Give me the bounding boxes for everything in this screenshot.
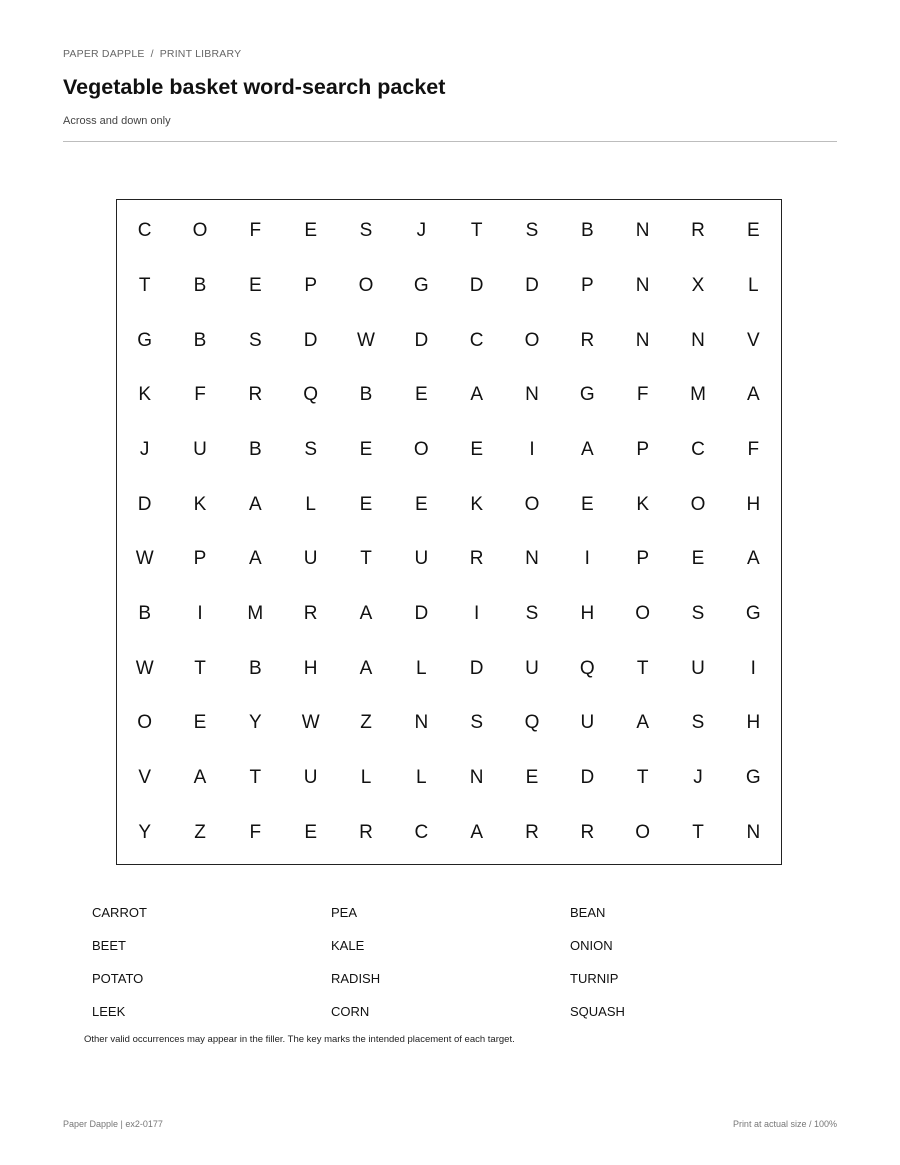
word-list-item: BEAN [570,904,606,920]
grid-cell: H [303,657,318,679]
grid-cell: I [750,657,756,679]
grid-cell: W [301,712,320,734]
grid-cell: O [358,274,374,296]
grid-cell: Q [524,712,540,734]
grid-cell: F [194,384,206,406]
grid-cell: L [360,766,372,788]
grid-cell: U [303,548,318,570]
grid-cell: A [636,712,649,734]
grid-cell: D [414,329,429,351]
grid-cell: O [690,493,706,515]
grid-cell: L [416,657,427,679]
grid-cell: E [746,220,760,242]
grid-cell: E [580,493,594,515]
grid-cell: W [135,548,154,570]
grid-cell: B [580,220,594,242]
grid-cell: K [138,384,151,406]
grid-cell: F [249,220,262,242]
grid-cell: A [746,384,760,406]
grid-cell: S [691,602,705,624]
grid-cell: A [746,548,760,570]
grid-cell: H [746,712,761,734]
word-list-item: LEEK [92,1004,126,1020]
grid-cell: A [193,766,207,788]
footer-right: Print at actual size / 100% [732,1119,837,1129]
grid-cell: O [413,438,429,460]
breadcrumb [63,48,241,60]
grid-cell: X [691,274,705,296]
word-list-item: CORN [331,1004,370,1020]
grid-cell: Y [248,712,262,734]
word-list-item: CARROT [92,904,147,920]
grid-cell: E [414,493,428,515]
word-list-item: TURNIP [570,971,619,987]
grid-cell: L [416,766,427,788]
grid-cell: M [690,384,706,406]
grid-cell: T [194,657,206,679]
grid-cell: R [691,220,705,242]
grid-cell: I [584,548,590,570]
grid-cell: B [248,657,262,679]
grid-cell: S [359,220,373,242]
grid-cell: N [746,821,761,843]
grid-cell: E [691,548,705,570]
grid-cell: P [636,548,649,570]
grid-cell: T [636,657,649,679]
grid-cell: W [357,329,375,351]
grid-cell: N [525,384,539,406]
word-search-grid [116,199,782,865]
grid-cell: N [635,274,650,296]
grid-cell: U [303,766,318,788]
grid-cell: D [414,602,429,624]
grid-cell: E [193,712,207,734]
grid-cell: T [249,766,262,788]
grid-cell: F [636,384,649,406]
grid-cell: P [636,438,649,460]
grid-cell: H [746,493,761,515]
header-divider [63,141,837,142]
grid-cell: E [525,766,539,788]
grid-cell: N [469,766,484,788]
grid-cell: R [359,821,373,843]
grid-cell: B [193,274,207,296]
grid-cell: E [248,274,262,296]
grid-cell: Q [579,657,595,679]
grid-cell: O [635,602,651,624]
grid-cell: O [635,821,651,843]
grid-cell: C [691,438,705,460]
grid-cell: A [470,821,483,843]
grid-cell: N [691,329,705,351]
grid-cell: F [249,821,262,843]
grid-cell: S [525,602,539,624]
grid-cell: I [474,602,480,624]
grid-cell: E [304,220,317,242]
grid-cell: B [193,329,207,351]
grid-cell: R [525,821,539,843]
grid-cell: P [193,548,207,570]
grid-cell: S [691,712,705,734]
grid-cell: D [469,657,484,679]
grid-cell: J [416,220,427,242]
grid-cell: A [359,657,373,679]
grid-cell: D [303,329,318,351]
grid-cell: E [470,438,483,460]
grid-cell: Q [303,384,319,406]
grid-cell: G [413,274,429,296]
grid-cell: T [138,274,151,296]
grid-cell: G [579,384,595,406]
page-subtitle: Across and down only [63,115,171,127]
grid-cell: F [747,438,760,460]
grid-cell: B [359,384,373,406]
grid-cell: A [470,384,483,406]
word-list-item: BEET [92,937,126,953]
word-list-item: ONION [570,937,613,953]
grid-cell: G [137,329,153,351]
grid-cell: T [470,220,483,242]
grid-cell: T [692,821,704,843]
grid-cell: V [746,329,760,351]
grid-cell: K [470,493,483,515]
grid-cell: S [248,329,262,351]
grid-cell: O [524,329,540,351]
page-title: Vegetable basket word-search packet [63,75,446,99]
grid-cell: I [197,602,203,624]
grid-cell: I [529,438,535,460]
footer-left: Paper Dapple | ex2-0177 [63,1119,163,1129]
grid-cell: R [248,384,263,406]
grid-cell: H [580,602,595,624]
breadcrumb-section: PRINT LIBRARY [159,48,242,60]
grid-cell: K [636,493,649,515]
breadcrumb-brand: PAPER DAPPLE [63,48,145,60]
grid-cell: B [248,438,262,460]
grid-cell: C [469,329,484,351]
grid-cell: U [691,657,705,679]
grid-cell: V [138,766,151,788]
footnote: Other valid occurrences may appear in the filler. The key marks the intended placement of each target. [84,1034,515,1045]
grid-cell: R [469,548,484,570]
grid-cell: T [636,766,649,788]
grid-cell: R [580,329,595,351]
grid-cell: W [135,657,154,679]
grid-cell: L [748,274,759,296]
grid-cell: J [693,766,703,788]
grid-cell: T [360,548,372,570]
grid-cell: N [525,548,539,570]
word-list [92,897,812,1030]
grid-cell: A [248,548,262,570]
grid-cell: A [580,438,594,460]
grid-cell: M [247,602,264,624]
grid-cell: E [304,821,317,843]
grid-cell: N [635,220,650,242]
grid-cell: D [525,274,539,296]
grid-cell: Z [194,821,206,843]
grid-cell: G [745,766,761,788]
grid-cell: E [359,438,373,460]
grid-cell: S [470,712,483,734]
grid-cell: D [469,274,484,296]
grid-cell: O [137,712,153,734]
grid-cell: K [193,493,207,515]
grid-cell: L [305,493,316,515]
grid-cell: S [304,438,317,460]
word-list-item: SQUASH [570,1004,625,1020]
grid-cell: O [192,220,208,242]
grid-cell: E [414,384,428,406]
grid-cell: A [359,602,373,624]
grid-cell: A [248,493,262,515]
grid-cell: U [414,548,429,570]
grid-cell: P [580,274,594,296]
grid-cell: U [525,657,539,679]
grid-cell: P [304,274,317,296]
grid-cell: N [414,712,429,734]
grid-cell: S [525,220,539,242]
word-list-item: RADISH [331,971,381,987]
grid-cell: G [745,602,761,624]
grid-cell: B [138,602,151,624]
grid-cell: R [580,821,595,843]
grid-cell: C [414,821,429,843]
grid-cell: D [137,493,152,515]
grid-cell: U [580,712,595,734]
word-list-item: POTATO [92,971,144,987]
grid-cell: O [524,493,540,515]
grid-cell: Y [138,821,151,843]
word-list-item: KALE [331,937,365,953]
grid-cell: Z [360,712,372,734]
grid-cell: D [580,766,595,788]
grid-cell: J [139,438,150,460]
grid-cell: R [303,602,318,624]
grid-cell: N [635,329,650,351]
grid-cell: U [193,438,207,460]
grid-cell: E [359,493,373,515]
grid-cell: C [137,220,152,242]
word-list-item: PEA [331,904,358,920]
breadcrumb-separator: / [150,48,154,60]
